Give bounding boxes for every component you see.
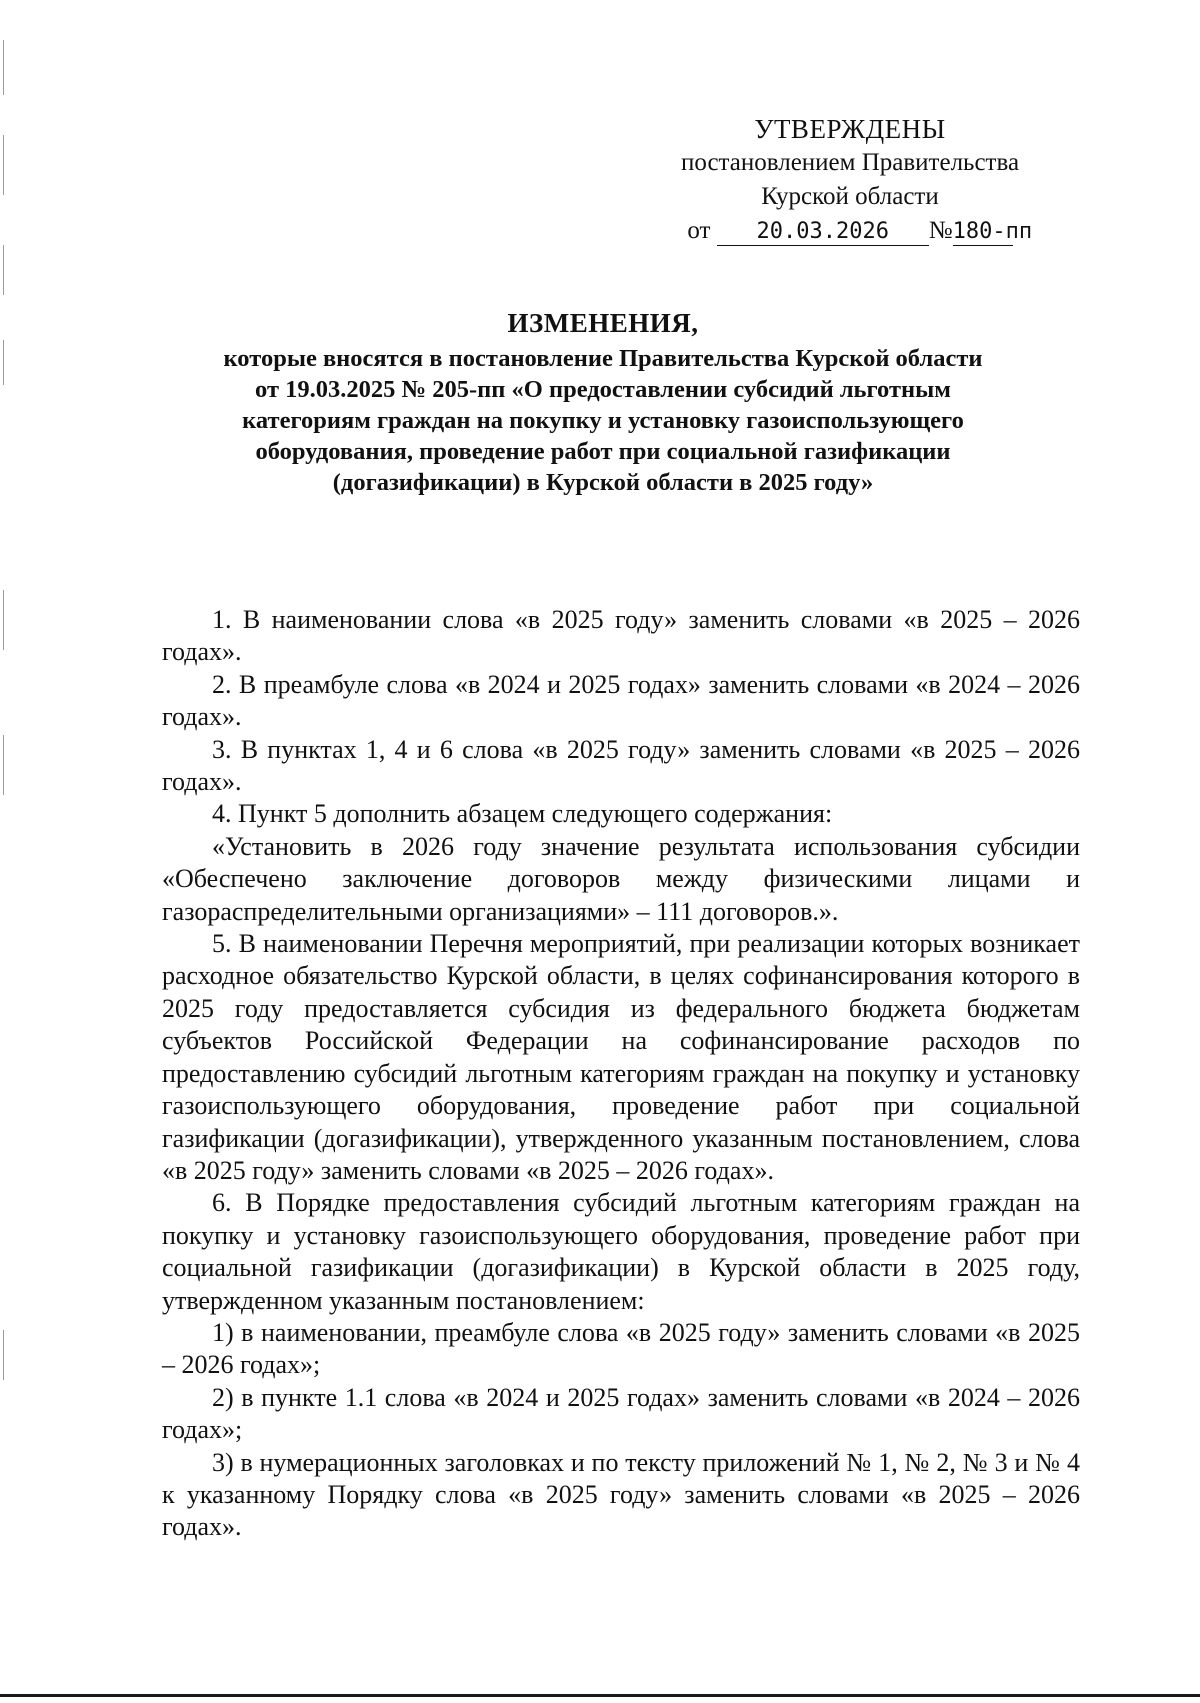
approval-stamp-block [600,112,1100,248]
title-subtitle-line: оборудования, проведение работ при социальной газификации [255,438,951,465]
paragraph-item-4: 4. Пункт 5 дополнить абзацем следующего содержания: [212,799,833,829]
scan-edge-mark [3,590,4,650]
paragraph-subitem-1: 1) в наименовании, преамбуле слова «в 2025 году» заменить словами «в 2025 – 2026 годах»; [162,1317,1080,1380]
scan-edge-mark [3,1330,4,1380]
approval-line-region: Курской области [761,183,939,210]
date-prefix: от [687,217,711,244]
scan-edge-mark [3,245,4,295]
scan-edge-mark [3,340,4,385]
approval-number: 180-пп [952,219,1033,244]
approval-title: УТВЕРЖДЕНЫ [754,114,946,144]
scan-edge-mark [3,135,4,195]
scan-edge-mark [3,735,4,795]
approval-date: 20.03.2026 [717,219,929,246]
document-title-block [150,303,1056,498]
title-subtitle-line: категориям граждан на покупку и установку газоиспользующего [242,407,964,434]
number-prefix: № [928,217,953,244]
paragraph-subitem-2: 2) в пункте 1.1 слова «в 2024 и 2025 годах» заменить словами «в 2024 – 2026 годах»; [162,1382,1080,1445]
title-subtitle-line: (догазификации) в Курской области в 2025 году» [332,469,874,496]
paragraph-item-6: 6. В Порядке предоставления субсидий льготным категориям граждан на покупку и установку газоиспользующего оборудования, проведение работ при социальной газификации (догазификации) в Курской области в 2025 году, утвержденном указанным постановлением: [162,1188,1080,1315]
paragraph-item-1: 1. В наименовании слова «в 2025 году» заменить словами «в 2025 – 2026 годах». [162,605,1080,667]
paragraph-item-3: 3. В пунктах 1, 4 и 6 слова «в 2025 году» заменить словами «в 2025 – 2026 годах». [162,734,1080,797]
paragraph-item-2: 2. В преамбуле слова «в 2024 и 2025 годах» заменить словами «в 2024 – 2026 годах». [162,669,1080,732]
scan-edge-mark [3,40,4,95]
approval-line-resolution: постановлением Правительства [680,149,1020,176]
paragraph-subitem-3: 3) в нумерационных заголовках и по тексту приложений № 1, № 2, № 3 и № 4 к указанному Порядку слова «в 2025 году» заменить словами «в 2025 – 2026 годах». [162,1447,1080,1542]
paragraph-item-4-quote: «Установить в 2026 году значение результата использования субсидии «Обеспечено заключение договоров между физическими лицами и газораспределительными организациями» – 111 договоров.». [162,831,1080,926]
title-subtitle-line: которые вносятся в постановление Правительства Курской области [223,345,983,372]
paragraph-item-5: 5. В наименовании Перечня мероприятий, при реализации которых возникает расходное обязательство Курской области, в целях софинансирования которого в 2025 году предоставляется субсидия из федерального бюджета бюджетам субъектов Российской Федерации на софинансирование расходов по предоставлению субсидий льготным категориям граждан на покупку и установку газоиспользующего оборудования, проведение работ при социальной газификации (догазификации), утвержденного указанным постановлением, слова «в 2025 году» заменить словами «в 2025 – 2026 годах». [162,929,1080,1185]
scan-bottom-edge [0,1694,1200,1697]
approval-date-line [600,214,1100,248]
document-body [162,604,1080,1544]
title-subtitle-line: от 19.03.2025 № 205-пп «О предоставлении субсидий льготным [255,376,951,403]
document-heading: ИЗМЕНЕНИЯ, [507,308,699,338]
